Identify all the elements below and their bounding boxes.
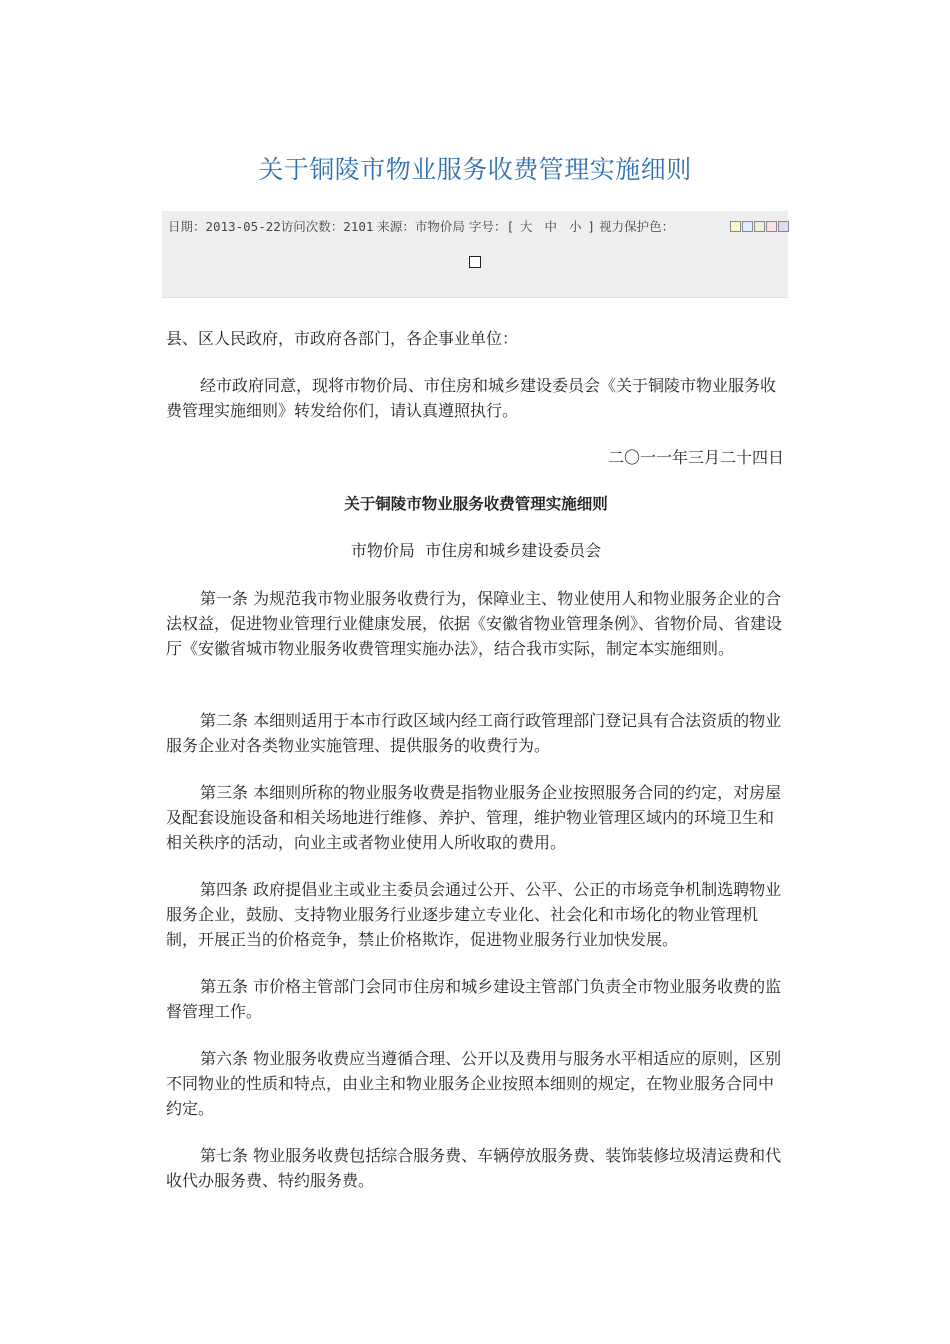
font-size-label: 字号： xyxy=(468,219,507,234)
article-6: 第六条 物业服务收费应当遵循合理、公开以及费用与服务水平相适应的原则，区别不同物业的性质和特点，由业主和物业服务企业按照本细则的规定，在物业服务合同中约定。 xyxy=(166,1049,782,1118)
eye-care-swatch-pink[interactable] xyxy=(766,221,777,232)
eye-care-color-swatches xyxy=(730,221,789,231)
publish-date: 2013-05-22 xyxy=(205,219,281,234)
eye-care-reset-checkbox[interactable] xyxy=(469,256,481,268)
eye-care-swatch-yellow[interactable] xyxy=(730,221,741,232)
article-3: 第三条 本细则所称的物业服务收费是指物业服务企业按照服务合同的约定，对房屋及配套设施设备和相关场地进行维修、养护、管理，维护物业管理区域内的环境卫生和相关秩序的活动，向业主或者物业使用人所收取的费用。 xyxy=(166,783,782,852)
eye-care-swatch-green[interactable] xyxy=(754,221,765,232)
source-value: 市物价局 xyxy=(414,219,465,234)
article-2: 第二条 本细则适用于本市行政区域内经工商行政管理部门登记具有合法资质的物业服务企业对各类物业实施管理、提供服务的收费行为。 xyxy=(166,711,782,755)
article-7: 第七条 物业服务收费包括综合服务费、车辆停放服务费、装饰装修垃圾清运费和代收代办服务费、特约服务费。 xyxy=(166,1146,782,1190)
salutation: 县、区人民政府，市政府各部门，各企事业单位： xyxy=(166,329,519,348)
signed-date: 二〇一一年三月二十四日 xyxy=(607,448,784,467)
article-5: 第五条 市价格主管部门会同市住房和城乡建设主管部门负责全市物业服务收费的监督管理工作。 xyxy=(166,977,782,1021)
font-size-medium-button[interactable]: 中 xyxy=(544,219,558,234)
article-1: 第一条 为规范我市物业服务收费行为，保障业主、物业使用人和物业服务企业的合法权益，促进物业管理行业健康发展，依据《安徽省物业管理条例》、省物价局、省建设厅《安徽省城市物业服务收费管理实施办法》，结合我市实际，制定本实施细则。 xyxy=(166,589,783,658)
eye-care-swatch-blue[interactable] xyxy=(742,221,753,232)
meta-line xyxy=(168,217,782,237)
article-title: 关于铜陵市物业服务收费管理实施细则 xyxy=(258,155,692,184)
eye-care-swatch-purple[interactable] xyxy=(778,221,789,232)
issuing-agencies: 市物价局 市住房和城乡建设委员会 xyxy=(350,541,602,560)
eye-care-label: 视力保护色： xyxy=(599,219,675,234)
source-label: 来源： xyxy=(377,219,415,234)
visit-count: 2101 xyxy=(343,219,374,234)
intro-paragraph: 经市政府同意，现将市物价局、市住房和城乡建设委员会《关于铜陵市物业服务收费管理实施细则》转发给你们，请认真遵照执行。 xyxy=(166,376,777,420)
document-subtitle: 关于铜陵市物业服务收费管理实施细则 xyxy=(344,495,608,513)
font-bracket-open: [ xyxy=(506,219,514,234)
font-size-large-button[interactable]: 大 xyxy=(519,219,533,234)
article-meta-bar xyxy=(162,211,788,298)
date-label: 日期： xyxy=(168,219,206,234)
visits-label: 访问次数： xyxy=(280,219,344,234)
font-size-small-button[interactable]: 小 xyxy=(569,219,582,234)
article-4: 第四条 政府提倡业主或业主委员会通过公开、公平、公正的市场竞争机制选聘物业服务企业，鼓励、支持物业服务行业逐步建立专业化、社会化和市场化的物业管理机制，开展正当的价格竞争，禁止价格欺诈，促进物业服务行业加快发展。 xyxy=(166,880,782,949)
font-bracket-close: ] xyxy=(587,219,596,234)
